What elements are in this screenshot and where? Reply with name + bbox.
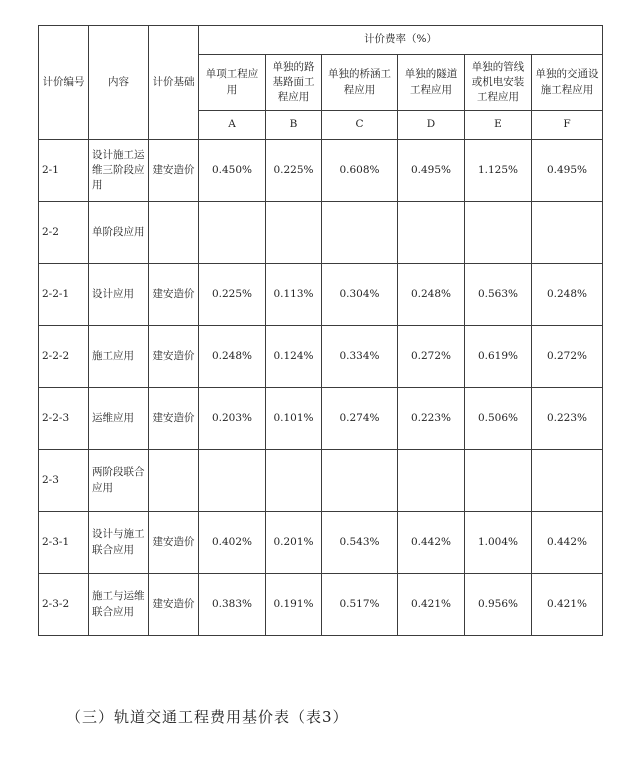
rate-cell: 0.248% (532, 264, 603, 326)
rate-cell: 0.383% (199, 574, 266, 636)
row-code: 2-1 (39, 140, 89, 202)
rate-cell: 0.442% (398, 512, 465, 574)
rate-cell: 0.274% (322, 388, 398, 450)
rate-cell: 0.506% (465, 388, 532, 450)
rate-cell (398, 450, 465, 512)
header-rate-letter: A (199, 111, 266, 140)
table-row (39, 574, 603, 636)
header-rate-label: 单项工程应用 (199, 55, 266, 111)
rate-cell: 1.004% (465, 512, 532, 574)
rate-cell (532, 450, 603, 512)
table-row (39, 326, 603, 388)
rate-cell: 0.203% (199, 388, 266, 450)
rate-cell: 0.248% (199, 326, 266, 388)
rate-cell: 0.495% (532, 140, 603, 202)
row-code: 2-2-2 (39, 326, 89, 388)
row-basis: 建安造价 (149, 574, 199, 636)
table-row (39, 450, 603, 512)
header-rate-group: 计价费率（%） (199, 26, 603, 55)
table-row (39, 264, 603, 326)
table-row (39, 140, 603, 202)
row-code: 2-2-3 (39, 388, 89, 450)
section-heading: （三）轨道交通工程费用基价表（表3） (66, 708, 349, 726)
row-basis (149, 450, 199, 512)
row-content: 设计应用 (89, 264, 149, 326)
rate-cell: 0.113% (266, 264, 322, 326)
rate-cell (322, 202, 398, 264)
header-rate-letter: D (398, 111, 465, 140)
row-content: 施工与运维联合应用 (89, 574, 149, 636)
header-content: 内容 (89, 26, 149, 140)
rate-cell: 0.272% (532, 326, 603, 388)
rate-cell (322, 450, 398, 512)
row-code: 2-2 (39, 202, 89, 264)
rate-cell: 0.543% (322, 512, 398, 574)
row-content: 设计与施工联合应用 (89, 512, 149, 574)
row-content: 单阶段应用 (89, 202, 149, 264)
rate-cell: 0.225% (199, 264, 266, 326)
rate-cell: 1.125% (465, 140, 532, 202)
rate-cell (465, 450, 532, 512)
header-rate-letter: C (322, 111, 398, 140)
header-rate-label: 单独的隧道工程应用 (398, 55, 465, 111)
rate-cell: 0.225% (266, 140, 322, 202)
header-rate-label: 单独的路基路面工程应用 (266, 55, 322, 111)
rate-cell: 0.201% (266, 512, 322, 574)
rate-cell (465, 202, 532, 264)
header-row-group (39, 26, 603, 55)
header-rate-label: 单独的管线或机电安装工程应用 (465, 55, 532, 111)
rate-cell: 0.124% (266, 326, 322, 388)
row-content: 设计施工运维三阶段应用 (89, 140, 149, 202)
row-code: 2-3-2 (39, 574, 89, 636)
rate-cell: 0.304% (322, 264, 398, 326)
rate-cell: 0.402% (199, 512, 266, 574)
header-rate-letter: F (532, 111, 603, 140)
row-content: 两阶段联合应用 (89, 450, 149, 512)
rate-cell: 0.517% (322, 574, 398, 636)
header-rate-label: 单独的交通设施工程应用 (532, 55, 603, 111)
rate-cell (266, 450, 322, 512)
table-row (39, 202, 603, 264)
rate-cell: 0.619% (465, 326, 532, 388)
rate-cell (199, 202, 266, 264)
rate-cell: 0.421% (398, 574, 465, 636)
table-row (39, 388, 603, 450)
row-code: 2-3 (39, 450, 89, 512)
table-row (39, 512, 603, 574)
row-basis: 建安造价 (149, 326, 199, 388)
rate-cell: 0.421% (532, 574, 603, 636)
row-code: 2-3-1 (39, 512, 89, 574)
rate-cell (266, 202, 322, 264)
rate-cell (532, 202, 603, 264)
rate-cell: 0.101% (266, 388, 322, 450)
rate-cell: 0.442% (532, 512, 603, 574)
rate-cell: 0.223% (398, 388, 465, 450)
row-basis: 建安造价 (149, 512, 199, 574)
rate-cell: 0.608% (322, 140, 398, 202)
row-basis (149, 202, 199, 264)
row-basis: 建安造价 (149, 140, 199, 202)
header-basis: 计价基础 (149, 26, 199, 140)
header-rate-label: 单独的桥涵工程应用 (322, 55, 398, 111)
row-content: 运维应用 (89, 388, 149, 450)
rate-cell: 0.563% (465, 264, 532, 326)
header-rate-letter: E (465, 111, 532, 140)
row-basis: 建安造价 (149, 264, 199, 326)
rate-cell: 0.223% (532, 388, 603, 450)
rate-cell: 0.334% (322, 326, 398, 388)
rate-cell: 0.956% (465, 574, 532, 636)
rate-cell: 0.248% (398, 264, 465, 326)
row-basis: 建安造价 (149, 388, 199, 450)
rate-table (38, 25, 603, 636)
rate-cell (398, 202, 465, 264)
rate-cell: 0.272% (398, 326, 465, 388)
header-rate-letter: B (266, 111, 322, 140)
row-code: 2-2-1 (39, 264, 89, 326)
rate-cell: 0.450% (199, 140, 266, 202)
header-code: 计价编号 (39, 26, 89, 140)
rate-cell: 0.495% (398, 140, 465, 202)
rate-cell (199, 450, 266, 512)
rate-cell: 0.191% (266, 574, 322, 636)
row-content: 施工应用 (89, 326, 149, 388)
